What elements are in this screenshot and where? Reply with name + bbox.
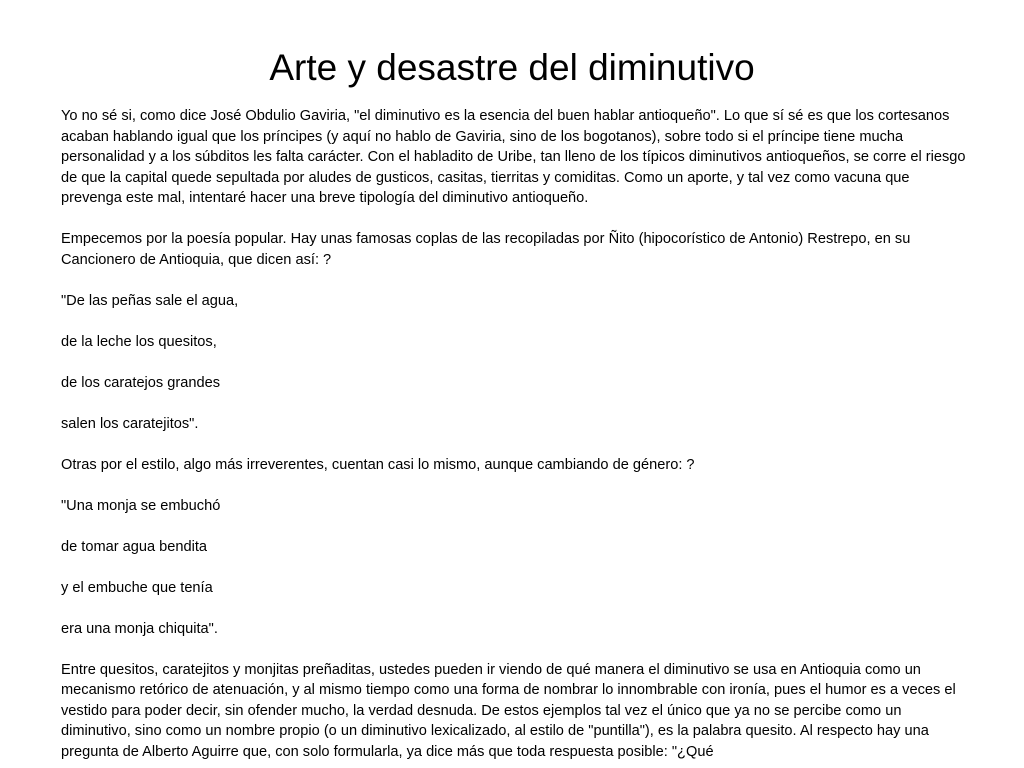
slide-body: [61, 106, 971, 768]
verse-line: "Una monja se embuchó: [61, 497, 221, 514]
paragraph-poesia-popular: Empecemos por la poesía popular. Hay unas famosas coplas de las recopiladas por Ñito (hipocorístico de Antonio) Restrepo, en su Cancionero de Antioquia, que dicen así: ?: [61, 231, 911, 268]
verse-line: era una monja chiquita".: [61, 620, 218, 637]
verse-line: y el embuche que tenía: [61, 579, 213, 596]
paragraph-conclusion: Entre quesitos, caratejitos y monjitas preñaditas, ustedes pueden ir viendo de qué manera el diminutivo se usa en Antioquia como un mecanismo retórico de atenuación, y al mismo tiempo como una forma de nombrar lo innombrable con ironía, pues el humor es a veces el vestido para poder decir, sin ofender mucho, la verdad desnuda. De estos ejemplos tal vez el único que ya no se percibe como un diminutivo, sino como un nombre propio (o un diminutivo lexicalizado, al estilo de "puntilla"), es la palabra quesito. Al respecto hay una pregunta de Alberto Aguirre que, con solo formularla, ya dice más que toda respuesta posible: "¿Qué: [61, 661, 956, 760]
paragraph-intro: Yo no sé si, como dice José Obdulio Gaviria, "el diminutivo es la esencia del buen hablar antioqueño". Lo que sí sé es que los cortesanos acaban hablando igual que los príncipes (y aquí no hablo de Gaviria, sino de los bogotanos), sobre todo si el príncipe tiene mucha personalidad y a los súbditos les falta carácter. Con el habladito de Uribe, tan lleno de los típicos diminutivos antioqueños, se corre el riesgo de que la capital quede sepultada por aludes de gusticos, casitas, tierritas y comiditas. Como un aporte, y tal vez como vacuna que prevenga este mal, intentaré hacer una breve tipología del diminutivo antioqueño.: [61, 108, 966, 206]
verse-line: "De las peñas sale el agua,: [61, 292, 239, 309]
slide-title: Arte y desastre del diminutivo: [269, 47, 755, 88]
verse-line: de los caratejos grandes: [61, 374, 221, 391]
paragraph-otras-coplas: Otras por el estilo, algo más irreverentes, cuentan casi lo mismo, aunque cambiando de género: ?: [61, 456, 695, 473]
verse-line: de tomar agua bendita: [61, 538, 208, 555]
verse-line: de la leche los quesitos,: [61, 333, 217, 350]
verse-line: salen los caratejitos".: [61, 415, 199, 432]
